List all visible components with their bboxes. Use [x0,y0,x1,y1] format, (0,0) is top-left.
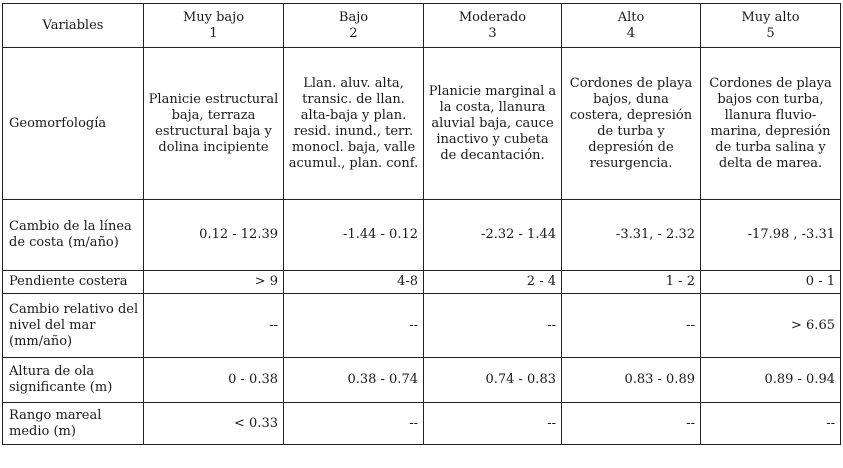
row-label: Cambio de la línea de costa (m/año) [3,200,144,271]
table-cell: Planicie marginal a la costa, llanura aluvial baja, cauce inactivo y cubeta de decantación. [424,48,562,200]
table-row-linea-costa [3,200,841,271]
row-label: Cambio relativo del nivel del mar (mm/año) [3,294,144,358]
table-cell: -- [284,403,424,445]
table-cell: 0 - 1 [701,271,841,294]
table-row-pendiente [3,271,841,294]
table-cell: -- [424,294,562,358]
table-cell: 0.38 - 0.74 [284,358,424,403]
table-cell: -- [562,294,701,358]
table-row-rango-mareal [3,403,841,445]
table-cell: -1.44 - 0.12 [284,200,424,271]
table-row-altura-ola [3,358,841,403]
header-level-4: Alto 4 [562,4,701,48]
table-cell: > 6.65 [701,294,841,358]
header-row [3,4,841,48]
table-cell: 0.89 - 0.94 [701,358,841,403]
header-level-1: Muy bajo 1 [144,4,284,48]
table-cell: -- [424,403,562,445]
header-level-5: Muy alto 5 [701,4,841,48]
header-level-3: Moderado 3 [424,4,562,48]
row-label: Rango mareal medio (m) [3,403,144,445]
table-cell: -- [701,403,841,445]
row-label: Geomorfología [3,48,144,200]
row-label: Pendiente costera [3,271,144,294]
vulnerability-table [2,3,841,445]
table-cell: 0 - 0.38 [144,358,284,403]
table-cell: 4-8 [284,271,424,294]
header-level-2: Bajo 2 [284,4,424,48]
table-cell: Cordones de playa bajos con turba, llanura fluvio-marina, depresión de turba salina y delta de marea. [701,48,841,200]
table-row-geomorfologia [3,48,841,200]
table-cell: < 0.33 [144,403,284,445]
table-cell: -2.32 - 1.44 [424,200,562,271]
table-row-nivel-mar [3,294,841,358]
table-cell: -17.98 , -3.31 [701,200,841,271]
table-cell: Planicie estructural baja, terraza estructural baja y dolina incipiente [144,48,284,200]
table-cell: Cordones de playa bajos, duna costera, depresión de turba y depresión de resurgencia. [562,48,701,200]
table-cell: 2 - 4 [424,271,562,294]
row-label: Altura de ola significante (m) [3,358,144,403]
table-cell: 0.74 - 0.83 [424,358,562,403]
table-cell: -- [284,294,424,358]
table-cell: -- [562,403,701,445]
table-cell: -3.31, - 2.32 [562,200,701,271]
table-cell: > 9 [144,271,284,294]
table-cell: 0.12 - 12.39 [144,200,284,271]
header-variables: Variables [3,4,144,48]
table-cell: 0.83 - 0.89 [562,358,701,403]
table-cell: -- [144,294,284,358]
table-cell: Llan. aluv. alta, transic. de llan. alta-baja y plan. resid. inund., terr. monocl. baja, valle acumul., plan. conf. [284,48,424,200]
table-cell: 1 - 2 [562,271,701,294]
